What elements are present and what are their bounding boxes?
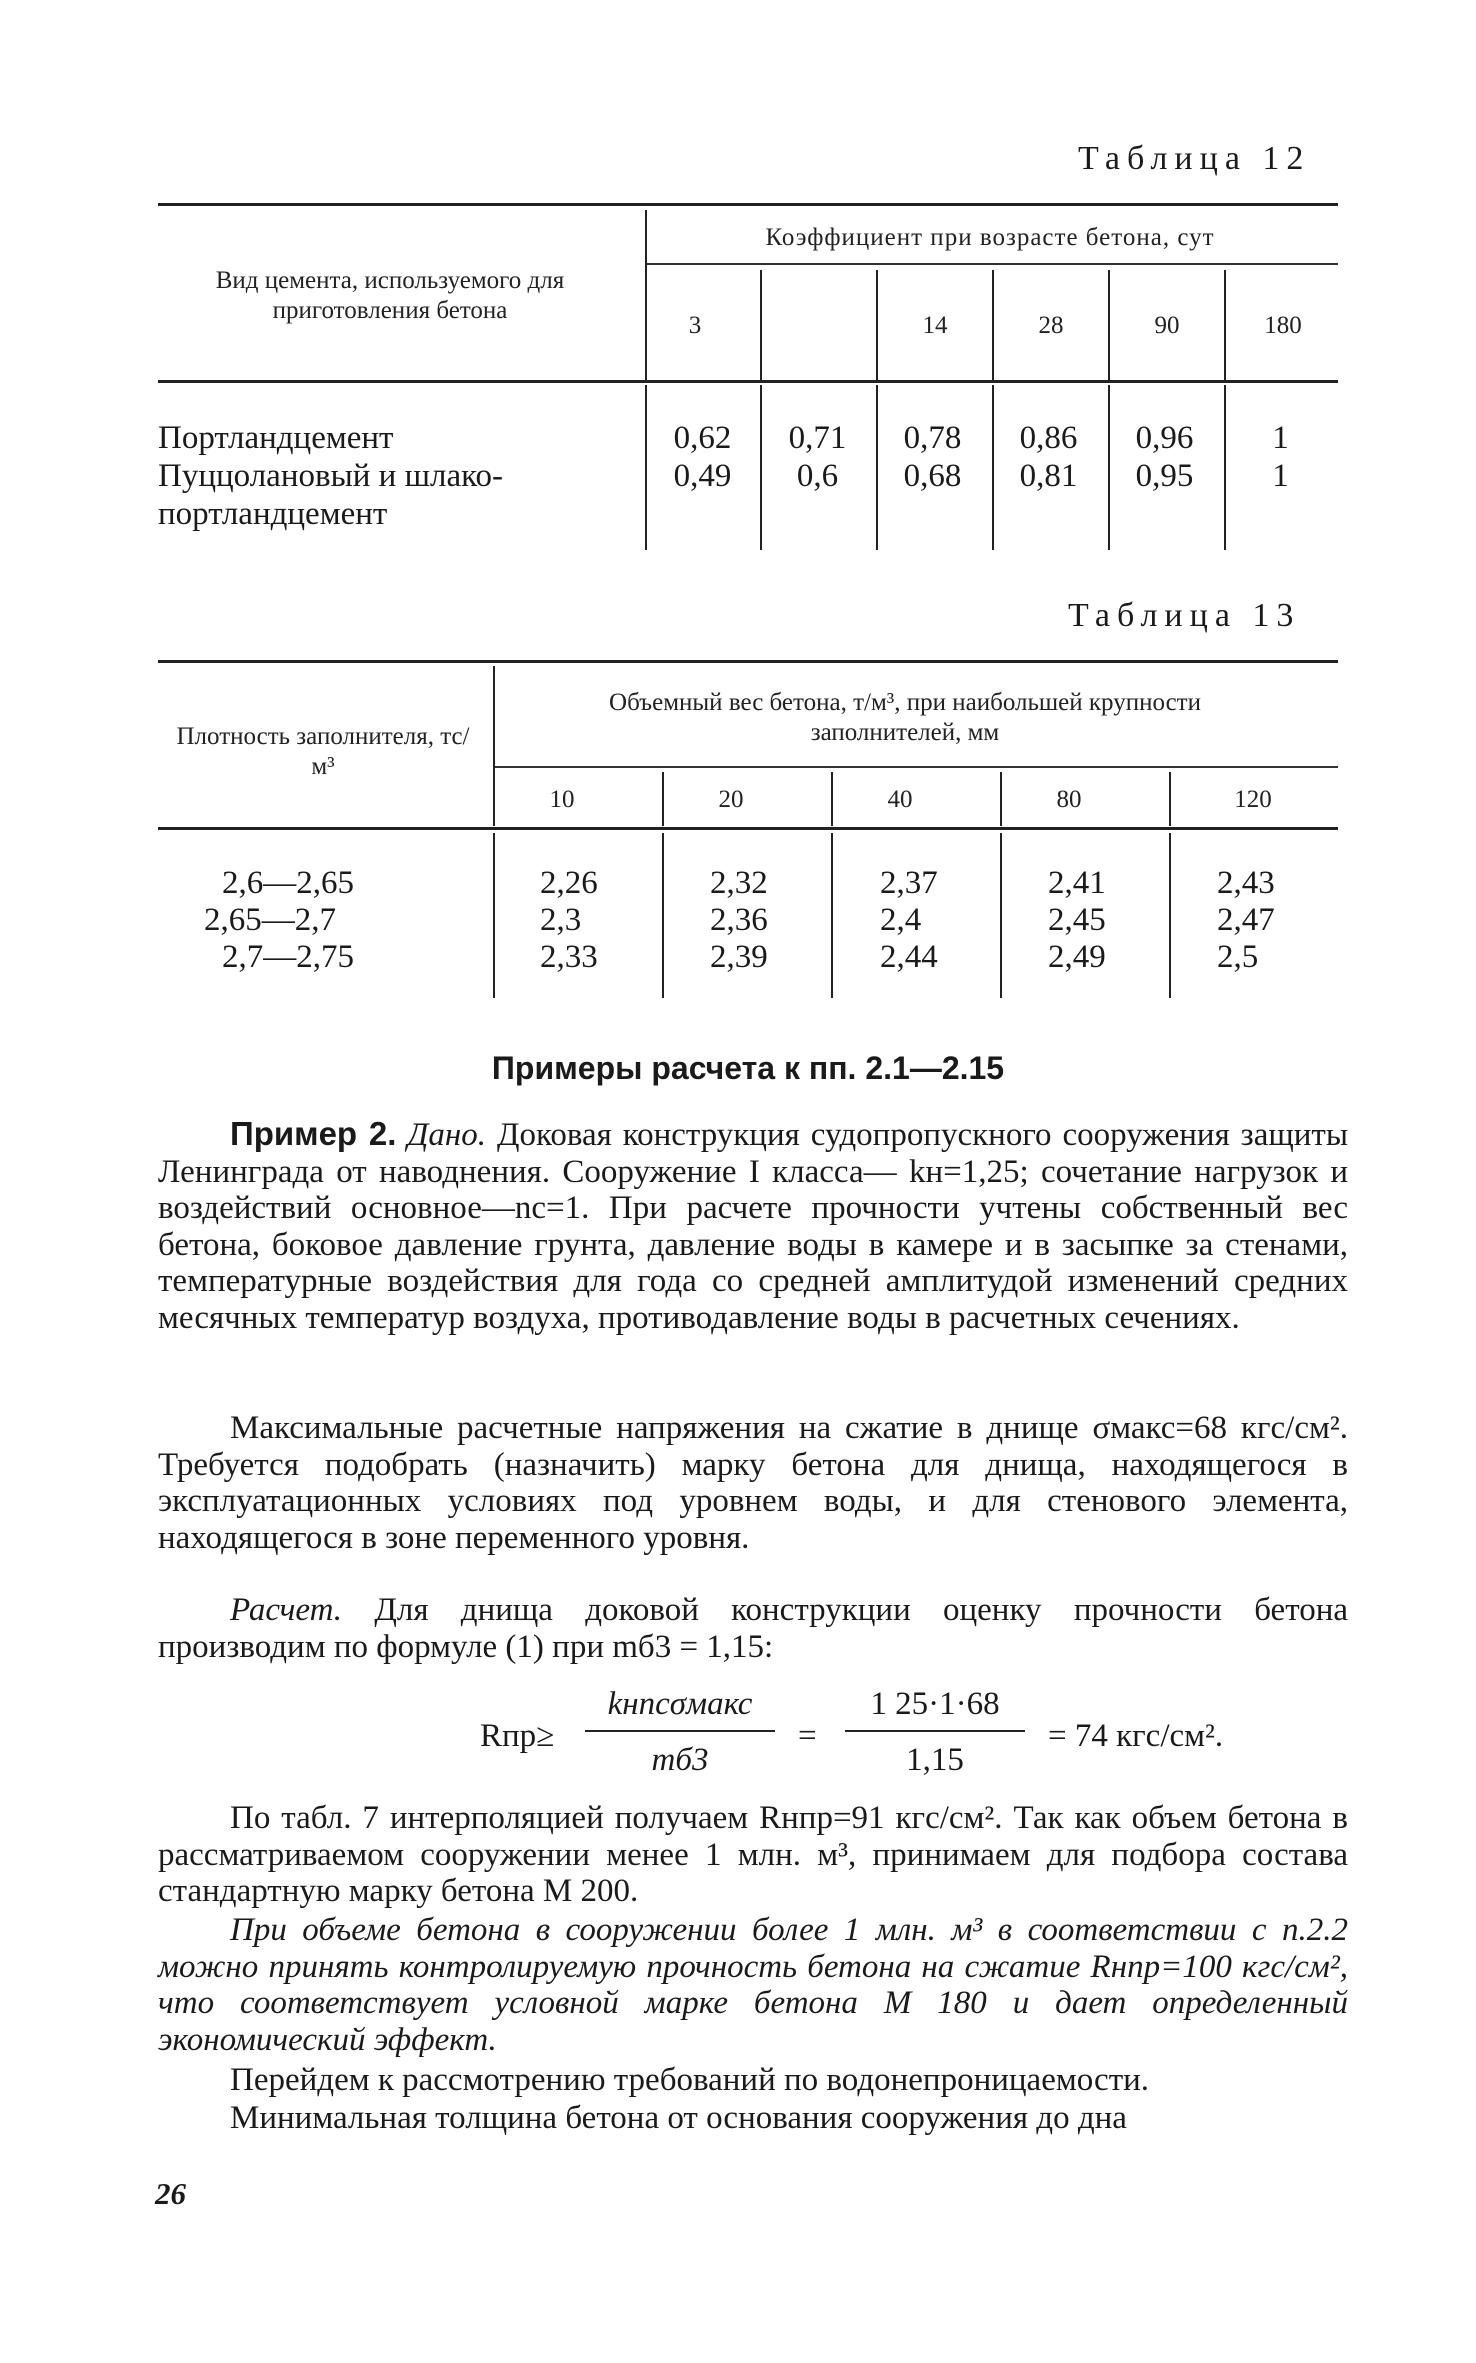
example-p7-text: Минимальная толщина бетона от основания сооружения до дна: [230, 2100, 1127, 2136]
example-paragraph-4: [158, 1800, 1348, 1910]
table12-vline: [876, 270, 878, 380]
table12-header-rule: [158, 380, 1338, 383]
table13-cell: 2,32: [710, 865, 768, 901]
table12-vline: [992, 270, 994, 380]
table12-age-col: 28: [1038, 312, 1064, 339]
formula-equals: =: [798, 1718, 817, 1754]
table13-size-col: 40: [887, 786, 913, 813]
table13-vline: [493, 833, 495, 998]
table12-vline: [1224, 270, 1226, 380]
formula-fraction-bar-1: [585, 1730, 775, 1732]
formula-fraction-bar-2: [845, 1730, 1025, 1732]
table13-density: 2,7—2,75: [222, 939, 354, 975]
table13-vline: [831, 833, 833, 998]
table12-cell: 0,78: [903, 420, 962, 456]
table13-cell: 2,49: [1048, 939, 1106, 975]
table13-col0-header: Плотность заполнителя, тс/м³: [176, 723, 470, 780]
table13-cell: 2,44: [880, 939, 938, 975]
example-paragraph-5: [158, 1912, 1348, 2058]
table12-cell: 1: [1272, 458, 1289, 494]
table13-vline: [1169, 772, 1171, 826]
table13-cell: 2,5: [1217, 939, 1259, 975]
table13-vline: [1000, 772, 1002, 826]
section-title: Примеры расчета к пп. 2.1—2.15: [491, 1050, 1005, 1086]
table12-vline: [876, 385, 878, 550]
example-paragraph-1: [158, 1116, 1348, 1336]
table12-caption: Таблица 12: [1078, 140, 1311, 177]
table13-header-rule: [158, 827, 1338, 830]
table13-cell: 2,3: [540, 902, 582, 938]
example-paragraph-2: [158, 1410, 1348, 1556]
table12-cell: 0,68: [903, 458, 962, 494]
table13-cell: 2,39: [710, 939, 768, 975]
example-p6-text: Перейдем к рассмотрению требований по водонепроницаемости.: [230, 2062, 1150, 2098]
table12-cell: 0,71: [788, 420, 847, 456]
table12-cell: 0,49: [673, 458, 732, 494]
table13-group-header: Объемный вес бетона, т/м³, при наибольшей крупности заполнителей, мм: [609, 689, 1201, 746]
table13-vline: [493, 666, 495, 826]
formula-block: [480, 1686, 1280, 1786]
table12-subheader-rule: [645, 263, 1338, 265]
formula-lhs: Rпр≥: [480, 1718, 555, 1754]
table13-size-col: 120: [1234, 786, 1272, 813]
table12-row-name: Пуццолановый и шлако-портландцемент: [158, 458, 503, 532]
table13-top-rule: [158, 660, 1338, 663]
example-p2-text: Максимальные расчетные напряжения на сжатие в днище σмакс=68 кгс/см². Требуется подобрать (назначить) марку бетона для днища, находящегося в эксплуатационных условиях под уровнем воды, и для стенового элемента, находящегося в зоне переменного уровня.: [158, 1410, 1348, 1556]
formula-numerator-1: kнncσмакс: [607, 1686, 753, 1722]
table13-cell: 2,45: [1048, 902, 1106, 938]
table13-cell: 2,36: [710, 902, 768, 938]
table13-density: 2,6—2,65: [222, 865, 354, 901]
example-p4-text: По табл. 7 интерполяцией получаем Rнпр=91 кгс/см². Так как объем бетона в рассматриваемом сооружении менее 1 млн. м³, принимаем для подбора состава стандартную марку бетона М 200.: [158, 1800, 1348, 1909]
table13-cell: 2,41: [1048, 865, 1106, 901]
table12-cell: 1: [1272, 420, 1289, 456]
table12-group-header: Коэффициент при возрасте бетона, сут: [765, 224, 1215, 251]
table12-col0-header: Вид цемента, используемого для приготовления бетона: [215, 267, 565, 324]
table13-cell: 2,26: [540, 865, 598, 901]
table13-vline: [662, 833, 664, 998]
table13-cell: 2,43: [1217, 865, 1275, 901]
table12-age-col: 90: [1154, 312, 1180, 339]
table12-cell: 0,96: [1135, 420, 1194, 456]
table13-cell: 2,4: [880, 902, 922, 938]
table12-vline: [760, 270, 762, 380]
table13-vline: [1000, 833, 1002, 998]
table12-cell: 0,95: [1135, 458, 1194, 494]
calc-label: Расчет.: [230, 1592, 343, 1628]
example-label: Пример 2.: [230, 1115, 397, 1152]
table13-vline: [662, 772, 664, 826]
table12-row-name: Портландцемент: [158, 420, 394, 456]
formula-denominator-1: mб3: [651, 1742, 709, 1778]
table12-cell: 0,81: [1019, 458, 1078, 494]
table12-vline: [1108, 385, 1110, 550]
table12-vline: [645, 385, 647, 550]
table13-size-col: 20: [718, 786, 744, 813]
table13-size-col: 10: [549, 786, 575, 813]
table12-vline: [992, 385, 994, 550]
table13-density: 2,65—2,7: [204, 902, 336, 938]
table13-size-col: 80: [1056, 786, 1082, 813]
table12-vline: [645, 210, 647, 380]
table12-vline: [1108, 270, 1110, 380]
table12-age-col: 14: [922, 312, 948, 339]
formula-denominator-2: 1,15: [906, 1742, 964, 1778]
table12-age-col: 180: [1264, 312, 1302, 339]
table13-vline: [831, 772, 833, 826]
table12-vline: [1224, 385, 1226, 550]
example-paragraph-3: [158, 1592, 1348, 1665]
table12-age-col: 3: [688, 312, 702, 339]
example-p3-text: Для днища доковой конструкции оценку прочности бетона производим по формуле (1) при mб3 = 1,15:: [158, 1592, 1349, 1665]
table13-cell: 2,37: [880, 865, 938, 901]
formula-result: = 74 кгс/см².: [1048, 1718, 1224, 1754]
example-p5-text: При объеме бетона в сооружении более 1 млн. м³ в соответствии с п.2.2 можно принять контролируемую прочность бетона на сжатие Rнпр=100 кгс/см², что соответствует условной марке бетона М 180 и дает определенный экономический эффект.: [158, 1912, 1348, 2058]
table12-cell: 0,86: [1019, 420, 1078, 456]
example-paragraph-7: [158, 2100, 1348, 2137]
table13-subheader-rule: [493, 766, 1338, 768]
table13-vline: [1169, 833, 1171, 998]
table12-top-rule: [158, 203, 1338, 206]
table12-vline: [760, 385, 762, 550]
example-paragraph-6: [158, 2062, 1348, 2099]
example-p1-text: Доковая конструкция судопропускного сооружения защиты Ленинграда от наводнения. Сооружение I класса— kн=1,25; сочетание нагрузок и воздействий основное—nc=1. При расчете прочности учтены собственный вес бетона, боковое давление грунта, давление воды в камере и в засыпке за стенами, температурные воздействия для года со средней амплитудой изменений средних месячных температур воздуха, противодавление воды в расчетных сечениях.: [158, 1117, 1349, 1336]
formula-numerator-2: 1 25·1·68: [870, 1686, 1000, 1722]
table12-cell: 0,62: [673, 420, 732, 456]
table12-cell: 0,6: [796, 458, 839, 494]
table13-cell: 2,47: [1217, 902, 1275, 938]
given-label: Дано.: [407, 1117, 487, 1153]
table13-cell: 2,33: [540, 939, 598, 975]
table13-caption: Таблица 13: [1068, 597, 1301, 634]
page-number: 26: [155, 2176, 186, 2211]
